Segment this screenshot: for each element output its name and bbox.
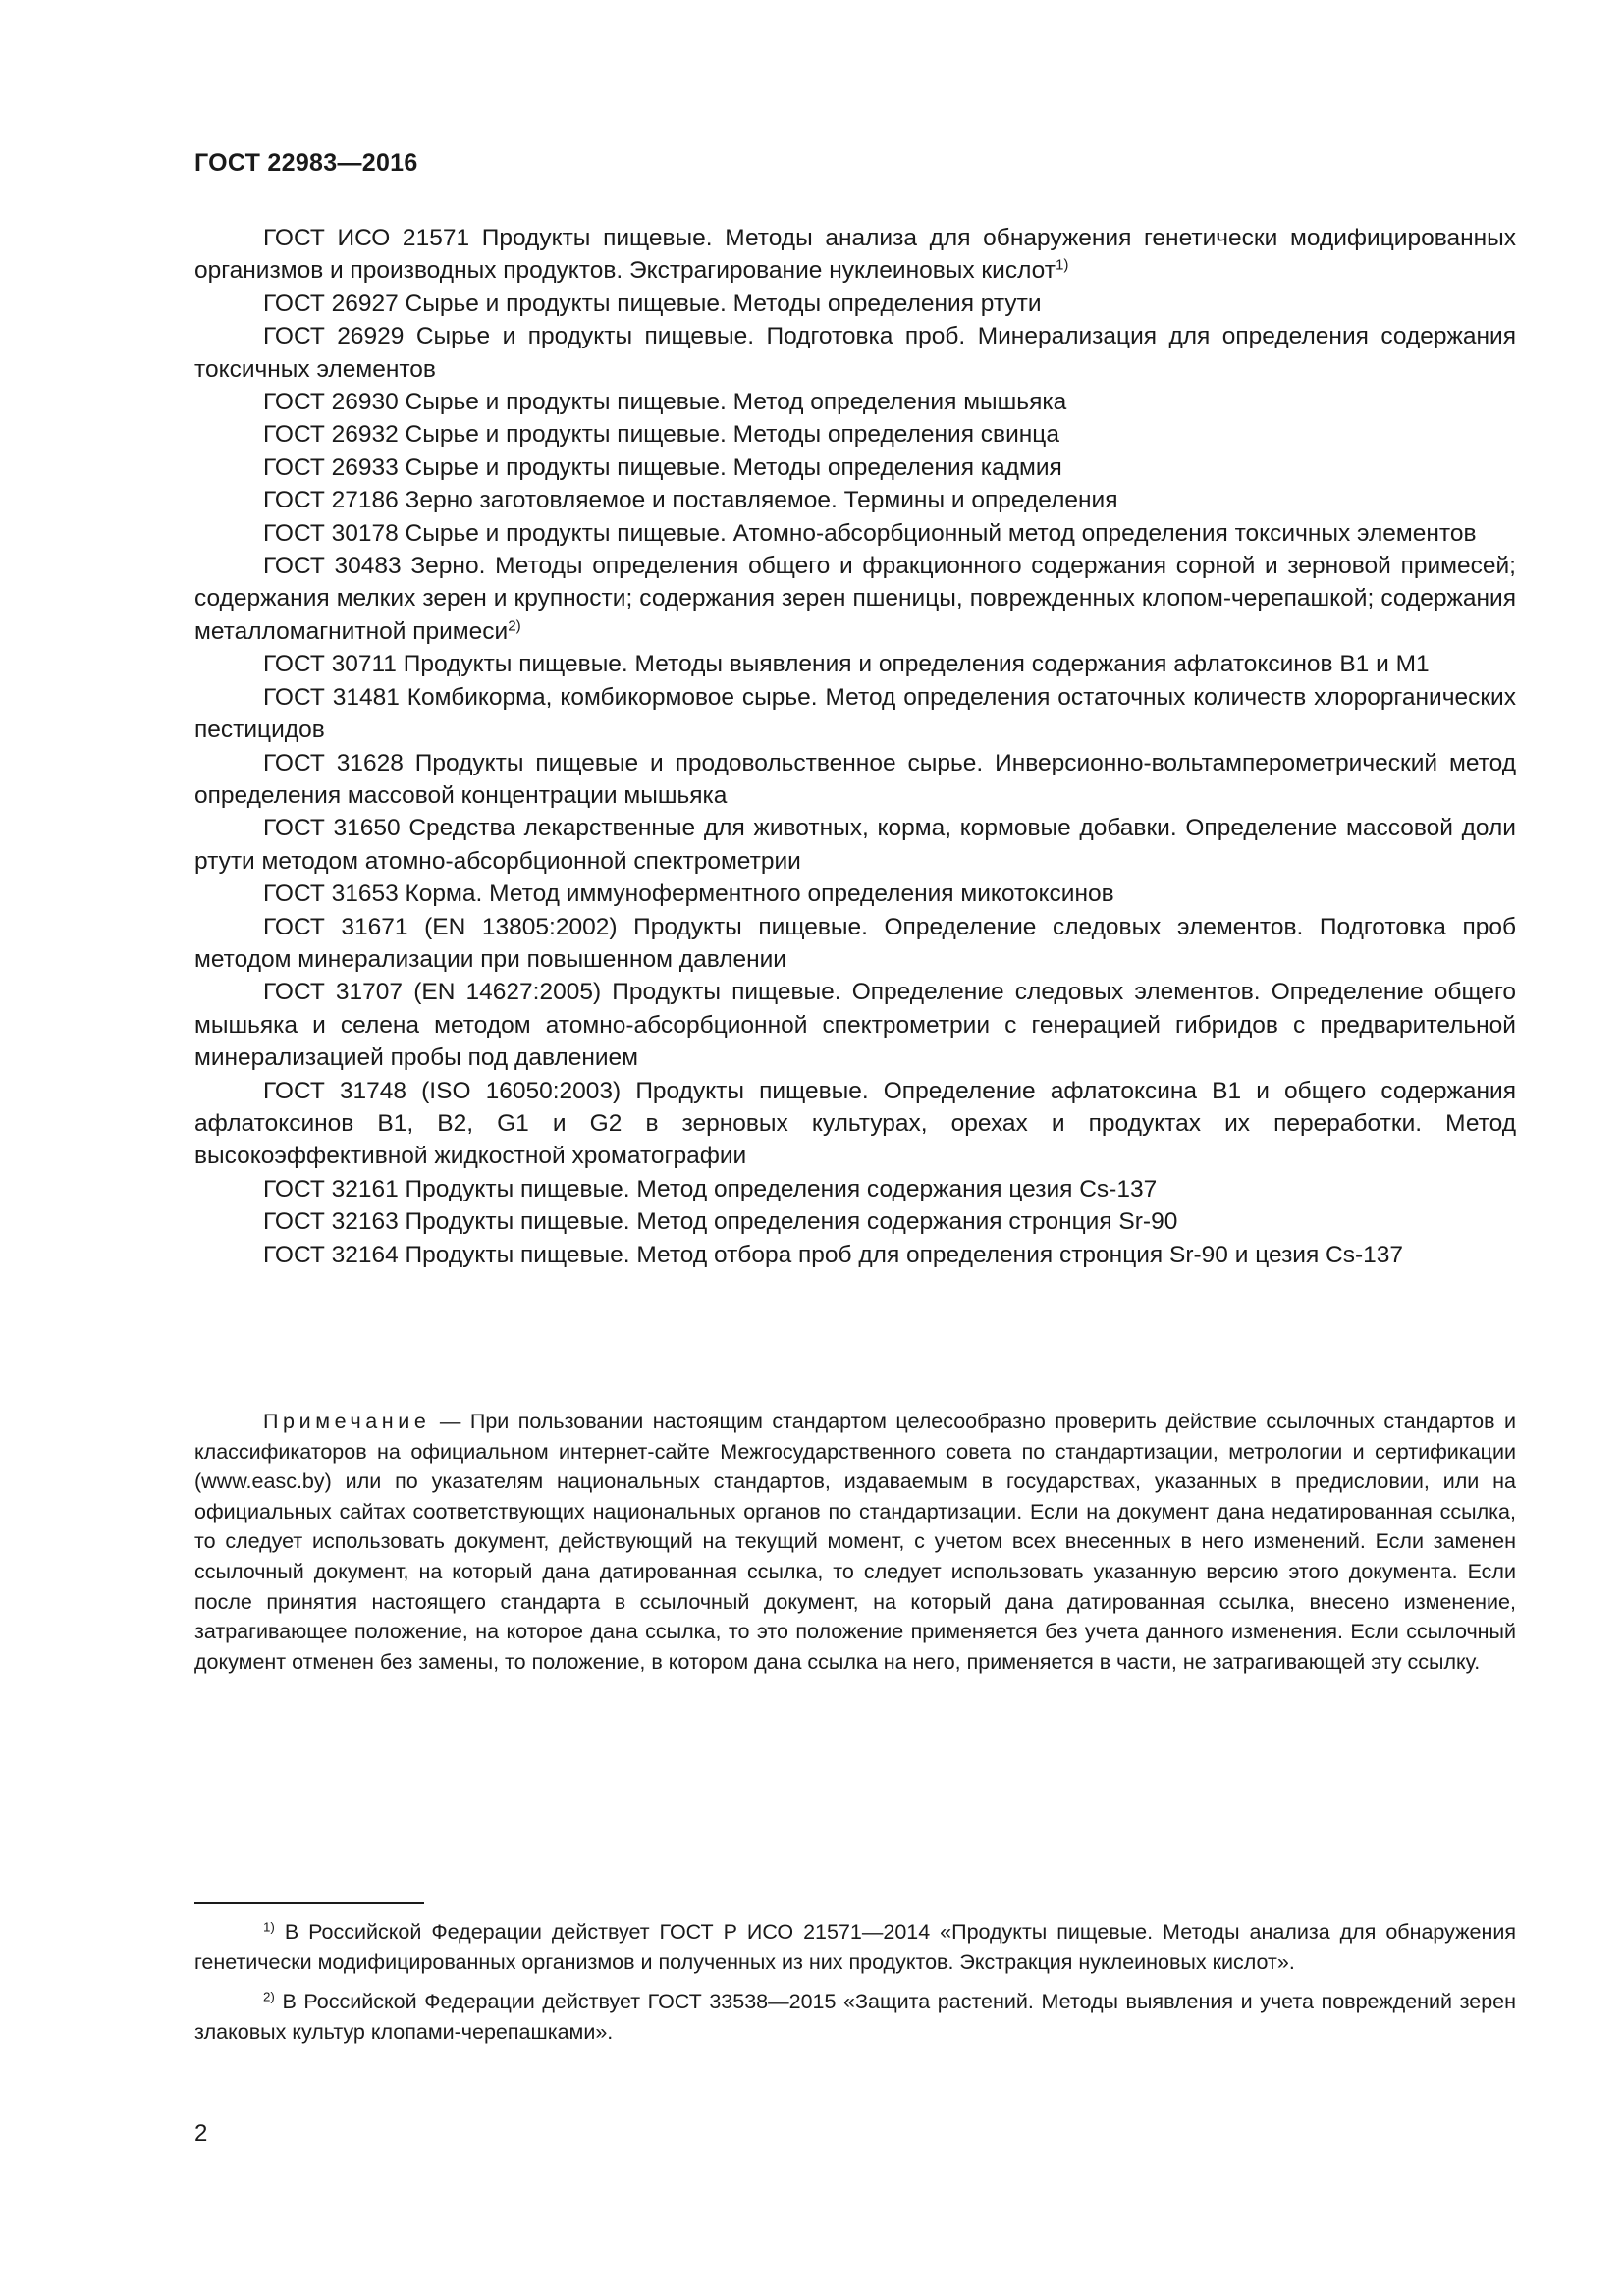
reference-item [194,878,1516,910]
reference-text: ГОСТ 31650 Средства лекарственные для животных, корма, кормовые добавки. Определение массовой доли ртути методом атомно-абсорбционной спектрометрии [194,815,1516,875]
reference-text: ГОСТ 31748 (ISO 16050:2003) Продукты пищевые. Определение афлатоксина В1 и общего содержания афлатоксинов В1, В2, G1 и G2 в зерновых культурах, орехах и продуктах их переработки. Метод высокоэффективной жидкостной хроматографии [194,1077,1516,1170]
reference-item [194,976,1516,1074]
reference-text: ГОСТ 32163 Продукты пищевые. Метод определения содержания стронция Sr-90 [263,1208,1178,1236]
reference-item [194,648,1516,680]
page-number: 2 [194,2120,208,2147]
note-text: — При пользовании настоящим стандартом целесообразно проверить действие ссылочных стандартов и классификаторов на официальном интернет-сайте Межгосударственного совета по стандартизации, метрологии и сертификации (www.easc.by) или по указателям национальных стандартов, издаваемым в государствах, указанных в предисловии, или на официальных сайтах соответствующих национальных органов по стандартизации. Если на документ дана недатированная ссылка, то следует использовать документ, действующий на текущий момент, с учетом всех внесенных в него изменений. Если заменен ссылочный документ, на который дана датированная ссылка, то следует использовать указанную версию этого документа. Если после принятия настоящего стандарта в ссылочный документ, на который дана датированная ссылка, внесено изменение, затрагивающее положение, на которое дана ссылка, то это положение применяется без учета данного изменения. Если ссылочный документ отменен без замены, то положение, в котором дана ссылка на него, применяется в части, не затрагивающей эту ссылку. [194,1410,1516,1674]
footnote-marker: 1) [1055,257,1069,275]
reference-text: ГОСТ 30711 Продукты пищевые. Методы выявления и определения содержания афлатоксинов В1 и М1 [263,651,1430,678]
reference-text: ГОСТ 31671 (EN 13805:2002) Продукты пищевые. Определение следовых элементов. Подготовка проб методом минерализации при повышенном давлении [194,913,1516,973]
footnote-separator [194,1902,424,1904]
reference-text: ГОСТ 31707 (EN 14627:2005) Продукты пищевые. Определение следовых элементов. Определение общего мышьяка и селена методом атомно-абсорбционной спектрометрии с генерацией гибридов с предварительной минерализацией пробы под давлением [194,979,1516,1072]
reference-text: ГОСТ 30178 Сырье и продукты пищевые. Атомно-абсорбционный метод определения токсичных элементов [263,519,1477,547]
reference-text: ГОСТ 31481 Комбикорма, комбикормовое сырье. Метод определения остаточных количеств хлорорганических пестицидов [194,683,1516,744]
reference-item [194,812,1516,878]
reference-text: ГОСТ 31653 Корма. Метод иммуноферментного определения микотоксинов [263,881,1114,908]
reference-text: ГОСТ 30483 Зерно. Методы определения общего и фракционного содержания сорной и зерновой примесей; содержания мелких зерен и крупности; содержания зерен пшеницы, поврежденных клопом-черепашкой; содержания металломагнитной примеси [194,553,1516,645]
reference-item [194,911,1516,977]
reference-text: ГОСТ 32164 Продукты пищевые. Метод отбора проб для определения стронция Sr-90 и цезия Cs-137 [263,1241,1404,1268]
reference-item [194,1239,1516,1271]
reference-item [194,484,1516,516]
reference-item [194,386,1516,418]
document-header-code: ГОСТ 22983—2016 [194,149,418,177]
reference-item [194,288,1516,320]
reference-item [194,1205,1516,1238]
note-label: Примечание [263,1410,431,1433]
normative-references-list [194,222,1516,1271]
reference-item [194,550,1516,648]
reference-text: ГОСТ 26933 Сырье и продукты пищевые. Методы определения кадмия [263,454,1062,481]
footnote-marker: 2) [508,617,521,635]
reference-text: ГОСТ 26929 Сырье и продукты пищевые. Подготовка проб. Минерализация для определения содержания токсичных элементов [194,323,1516,383]
reference-text: ГОСТ ИСО 21571 Продукты пищевые. Методы анализа для обнаружения генетически модифицированных организмов и производных продуктов. Экстрагирование нуклеиновых кислот [194,225,1516,285]
reference-item [194,222,1516,288]
reference-item [194,681,1516,747]
usage-note [194,1407,1516,1677]
reference-text: ГОСТ 26927 Сырье и продукты пищевые. Методы определения ртути [263,290,1042,317]
footnote-number: 1) [263,1919,275,1935]
footnotes [194,1917,1516,2056]
reference-item [194,320,1516,386]
reference-item [194,747,1516,813]
reference-text: ГОСТ 26930 Сырье и продукты пищевые. Метод определения мышьяка [263,389,1067,416]
footnote-number: 2) [263,1989,275,2004]
reference-item [194,452,1516,484]
footnote-text: В Российской Федерации действует ГОСТ 33538—2015 «Защита растений. Методы выявления и учета повреждений зерен злаковых культур клопами-черепашками». [194,1990,1516,2044]
reference-text: ГОСТ 26932 Сырье и продукты пищевые. Методы определения свинца [263,421,1059,449]
reference-item [194,517,1516,550]
reference-text: ГОСТ 27186 Зерно заготовляемое и поставляемое. Термины и определения [263,487,1118,514]
reference-item [194,1173,1516,1205]
footnote-item [194,1987,1516,2047]
reference-item [194,1075,1516,1173]
reference-text: ГОСТ 32161 Продукты пищевые. Метод определения содержания цезия Cs-137 [263,1175,1158,1202]
footnote-text: В Российской Федерации действует ГОСТ Р ИСО 21571—2014 «Продукты пищевые. Методы анализа для обнаружения генетически модифицированных организмов и полученных из них продуктов. Экстракция нуклеиновых кислот». [194,1920,1516,1974]
footnote-item [194,1917,1516,1977]
reference-item [194,418,1516,451]
reference-text: ГОСТ 31628 Продукты пищевые и продовольственное сырье. Инверсионно-вольтамперометрический метод определения массовой концентрации мышьяка [194,749,1516,809]
